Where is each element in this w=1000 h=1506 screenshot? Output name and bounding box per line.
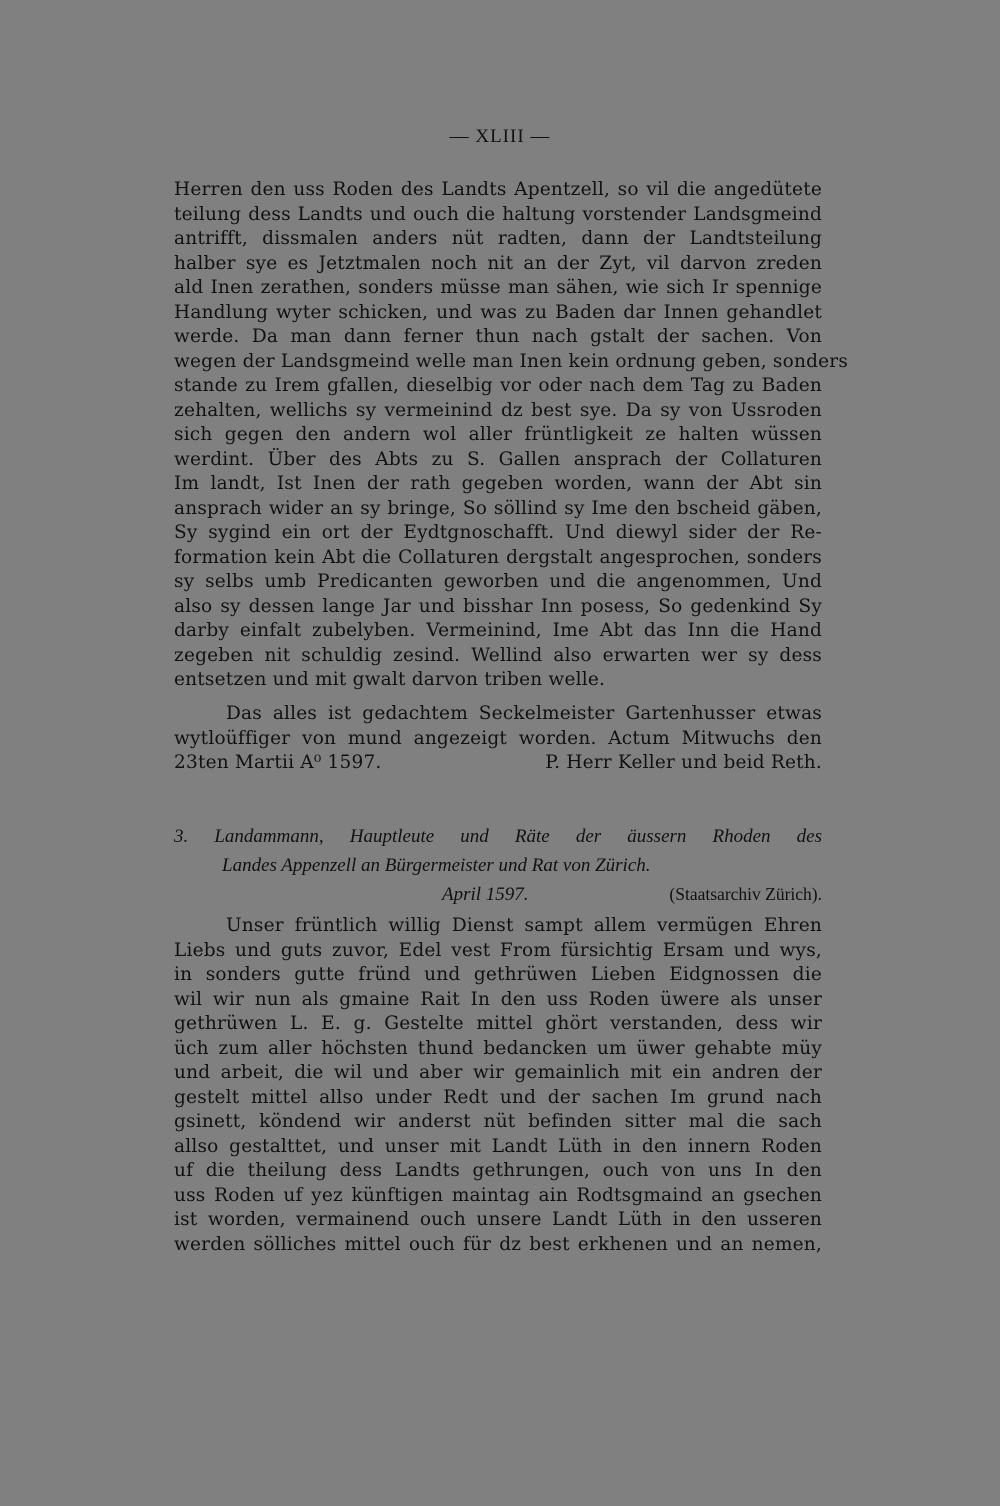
text-line: ald Inen zerathen, sonders müsse man sähen, wie sich Ir spennige: [174, 277, 822, 298]
paragraph-1: [174, 178, 849, 693]
text-line: gestelt mittel allso under Redt und der sachen Im grund nach: [174, 1086, 822, 1108]
text-line: also sy dessen lange Jar und bisshar Inn posess, So gedenkind Sy: [174, 595, 822, 617]
text-line: und arbeit, die wil und aber wir gemainlich mit ein andren der: [174, 1062, 822, 1083]
section-heading: [174, 822, 822, 909]
date-signature-line: [174, 751, 822, 776]
text-line: stande zu Irem gfallen, dieselbig vor oder nach dem Tag zu Baden: [174, 375, 822, 396]
text-line: sy selbs umb Predicanten geworben und die angenommen, Und: [174, 571, 822, 592]
text-line: wegen der Landsgmeind welle man Inen kein ordnung geben, sonders: [174, 350, 849, 372]
act-date: 23ten Martii A⁰ 1597.: [174, 752, 382, 773]
paragraph-3: [174, 914, 822, 1257]
text-line: darby einfalt zubelyben. Vermeinind, Ime Abt das Inn die Hand: [174, 620, 822, 641]
text-line: wil wir nun als gmaine Rait In den uss Roden üwere als unser: [174, 988, 822, 1010]
text-line: teilung dess Landts und ouch die haltung vorstender Landsgmeind: [174, 203, 822, 225]
heading-line-2: Landes Appenzell an Bürgermeister und Rat von Zürich.: [222, 855, 651, 876]
heading-line-3: [174, 880, 822, 909]
text-line: halber sye es Jetztmalen noch nit an der Zyt, vil darvon zreden: [174, 252, 822, 274]
text-line: Herren den uss Roden des Landts Apentzell, so vil die angedütete: [174, 179, 822, 200]
text-line: formation kein Abt die Collaturen dergstalt angesprochen, sonders: [174, 546, 822, 568]
text-line: wytloüffiger von mund angezeigt worden. Actum Mitwuchs den: [174, 727, 822, 749]
heading-line-1: 3. Landammann, Hauptleute und Räte der äussern Rhoden des: [174, 826, 822, 847]
page-number: — XLIII —: [449, 126, 551, 147]
text-line: Im landt, Ist Inen der rath gegeben worden, wann der Abt sin: [174, 473, 822, 494]
text-line: werdint. Über des Abts zu S. Gallen ansprach der Collaturen: [174, 448, 822, 470]
text-line: Unser früntlich willig Dienst sampt allem vermügen Ehren: [226, 915, 822, 936]
text-line: gsinett, köndend wir anderst nüt befinden sitter mal die sach: [174, 1111, 822, 1132]
text-line: antrifft, dissmalen anders nüt radten, dann der Landtsteilung: [174, 228, 822, 249]
paragraph-2: [174, 702, 822, 776]
text-line: zegeben nit schuldig zesind. Wellind also erwarten wer sy dess: [174, 644, 822, 666]
text-line: entsetzen und mit gwalt darvon triben welle.: [174, 669, 606, 690]
text-line: sich gegen den andern wol aller früntligkeit ze halten wüssen: [174, 424, 822, 445]
text-line: werde. Da man dann ferner thun nach gstalt der sachen. Von: [174, 326, 822, 347]
text-line: gethrüwen L. E. g. Gestelte mittel ghört verstanden, dess wir: [174, 1013, 822, 1034]
signature: P. Herr Keller und beid Reth.: [545, 752, 822, 773]
text-line: Sy sygind ein ort der Eydtgnoschafft. Und diewyl sider der Re-: [174, 522, 822, 543]
text-line: werden sölliches mittel ouch für dz best erkhenen und an nemen,: [174, 1233, 822, 1255]
text-line: Das alles ist gedachtem Seckelmeister Gartenhusser etwas: [226, 703, 822, 724]
text-line: in sonders gutte fründ und gethrüwen Lieben Eidgnossen die: [174, 964, 822, 985]
text-line: Handlung wyter schicken, und was zu Baden dar Innen gehandlet: [174, 301, 822, 323]
text-line: uss Roden uf yez künftigen maintag ain Rodtsgmaind an gsechen: [174, 1184, 822, 1206]
text-line: allso gestalttet, und unser mit Landt Lüth in den innern Roden: [174, 1135, 822, 1157]
text-line: üch zum aller höchsten thund bedancken um üwer gehabte müy: [174, 1037, 822, 1059]
text-line: uf die theilung dess Landts gethrungen, ouch von uns In den: [174, 1160, 822, 1181]
text-line: ansprach wider an sy bringe, So söllind sy Ime den bscheid gäben,: [174, 497, 822, 519]
text-line: ist worden, vermainend ouch unsere Landt Lüth in den usseren: [174, 1209, 822, 1230]
heading-date: April 1597.: [442, 884, 529, 905]
text-line: zehalten, wellichs sy vermeinind dz best sye. Da sy von Ussroden: [174, 399, 822, 421]
text-line: Liebs und guts zuvor, Edel vest From fürsichtig Ersam und wys,: [174, 939, 822, 961]
archive-reference: (Staatsarchiv Zürich).: [669, 884, 822, 904]
